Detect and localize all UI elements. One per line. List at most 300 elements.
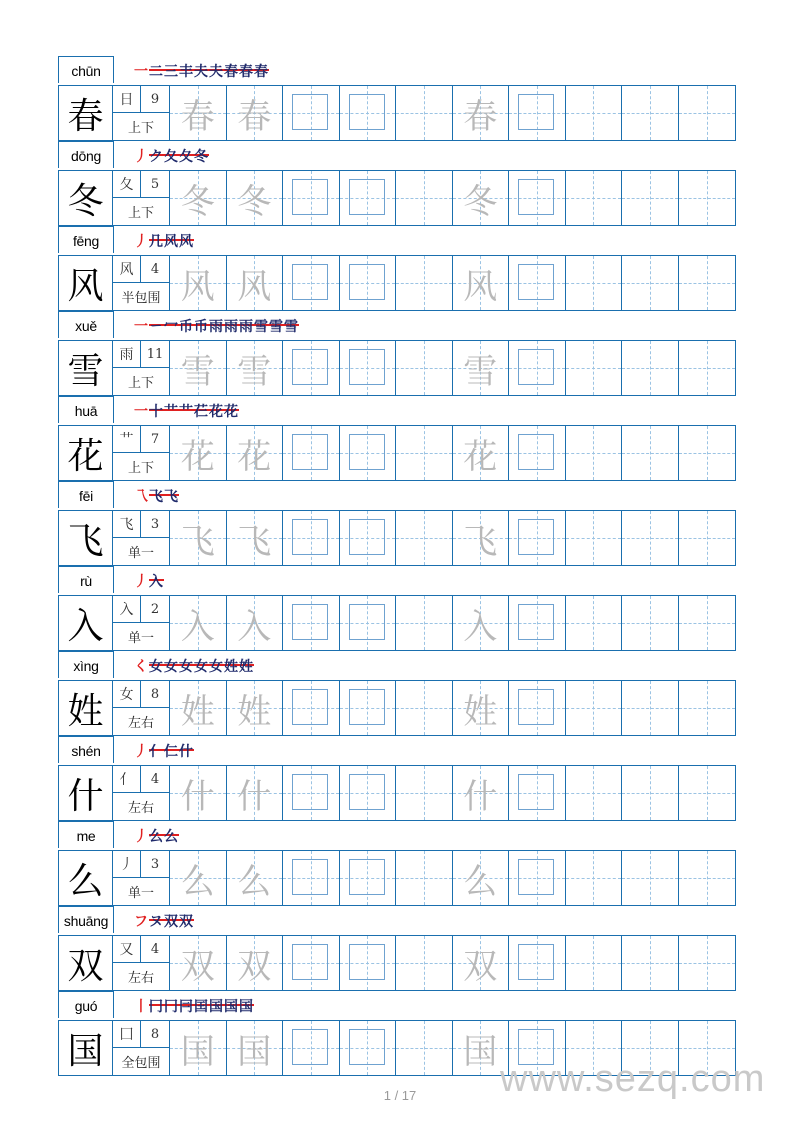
trace-character: 国 [180,1031,215,1072]
stroke-count: 4 [141,936,169,963]
stroke-step: 丿 [134,234,149,250]
practice-cell[interactable] [622,86,679,140]
stroke-step: 女 [164,659,179,675]
structure: 半包围 [121,291,161,306]
model-character: 什 [59,766,113,820]
pinyin-row [58,481,736,510]
square-guide [518,944,554,980]
pinyin-row [58,906,736,935]
stroke-step: 亻 [149,744,164,760]
practice-cell[interactable] [679,256,736,310]
stroke-step: 双 [179,914,194,930]
trace-character: 入 [180,606,215,647]
stroke-step: 女 [149,659,164,675]
stroke-step: 雪 [269,319,284,335]
stroke-step: 女 [179,659,194,675]
square-guide [518,434,554,470]
stroke-step: 女 [209,659,224,675]
character-grid-row [58,425,736,481]
practice-cell-square[interactable] [509,256,566,310]
trace-character: 雪 [180,351,215,392]
stroke-step: 二 [149,64,164,80]
stroke-count: 8 [141,1021,169,1048]
pinyin-label: me [58,821,114,848]
square-guide [292,859,328,895]
trace-cell[interactable] [453,256,510,310]
stroke-step: く [134,659,149,675]
practice-cell[interactable] [622,851,679,905]
stroke-step: 冖 [164,319,179,335]
stroke-step: 芢 [194,404,209,420]
stroke-order [134,741,194,761]
square-guide [349,94,385,130]
stroke-order [134,146,209,166]
practice-cell-square[interactable] [283,171,340,225]
stroke-step: 艹 [164,404,179,420]
trace-cell[interactable] [453,171,510,225]
practice-cell-square[interactable] [283,596,340,650]
character-grid-row [58,255,736,311]
practice-cell-square[interactable] [340,171,397,225]
trace-character: 飞 [463,521,498,562]
stroke-step: 飞 [164,489,179,505]
model-character: 入 [59,596,113,650]
stroke-order [134,61,269,81]
practice-cell-square[interactable] [340,766,397,820]
trace-character: 春 [237,96,272,137]
character-grid-row [58,850,736,906]
stroke-order [134,826,179,846]
practice-cell-square[interactable] [283,341,340,395]
practice-cell[interactable] [396,511,453,565]
practice-cell[interactable] [396,681,453,735]
model-character: 么 [59,851,113,905]
practice-cell[interactable] [396,851,453,905]
structure: 左右 [127,971,154,986]
stroke-step: 一 [134,404,149,420]
practice-sheet [58,56,736,1076]
stroke-step: 春 [224,64,239,80]
character-grid-row [58,595,736,651]
stroke-count: 3 [141,511,169,538]
trace-cell[interactable] [227,851,284,905]
practice-cell-square[interactable] [340,1021,397,1075]
character-info [113,426,170,480]
stroke-step: 风 [164,234,179,250]
practice-cell[interactable] [396,596,453,650]
stroke-order [134,401,239,421]
pinyin-row [58,991,736,1020]
structure: 上下 [127,376,154,391]
trace-character: 风 [237,266,272,307]
pinyin-label: shén [58,736,114,763]
practice-cell-square[interactable] [509,86,566,140]
square-guide [349,179,385,215]
trace-cell[interactable] [170,851,227,905]
trace-character: 什 [463,776,498,817]
stroke-step: 丿 [134,829,149,845]
stroke-step: 春 [254,64,269,80]
character-info [113,86,170,140]
stroke-step: 冂 [149,999,164,1015]
trace-cell[interactable] [170,596,227,650]
stroke-step: 丿 [134,149,149,165]
practice-cell[interactable] [396,426,453,480]
practice-cell[interactable] [566,341,623,395]
stroke-count: 4 [141,766,169,793]
trace-cell[interactable] [453,681,510,735]
practice-cell[interactable] [679,511,736,565]
trace-character: 冬 [237,181,272,222]
character-info [113,851,170,905]
square-guide [518,94,554,130]
practice-cell[interactable] [566,86,623,140]
trace-cell[interactable] [227,86,284,140]
practice-cell-square[interactable] [509,341,566,395]
practice-cell-square[interactable] [509,511,566,565]
stroke-count: 7 [141,426,169,453]
stroke-step: 丰 [179,64,194,80]
practice-cell-square[interactable] [283,256,340,310]
practice-cell-square[interactable] [509,766,566,820]
practice-cell-square[interactable] [283,86,340,140]
practice-cell-square[interactable] [340,341,397,395]
radical: 又 [113,936,141,963]
practice-cell-square[interactable] [340,596,397,650]
stroke-step: 国 [224,999,239,1015]
structure: 左右 [127,716,154,731]
stroke-step: ヌ [149,914,164,930]
stroke-count: 4 [141,256,169,283]
trace-cell[interactable] [227,511,284,565]
stroke-count: 8 [141,681,169,708]
character-grid-row [58,510,736,566]
square-guide [292,349,328,385]
character-info [113,171,170,225]
stroke-step: 丨 [134,999,149,1015]
character-grid-row [58,765,736,821]
stroke-count: 2 [141,596,169,623]
practice-cell[interactable] [622,256,679,310]
square-guide [292,434,328,470]
stroke-step: 仁 [164,744,179,760]
model-character: 风 [59,256,113,310]
practice-cell-square[interactable] [509,936,566,990]
square-guide [518,1029,554,1065]
stroke-step: 入 [149,574,164,590]
pinyin-row [58,821,736,850]
stroke-step: 雪 [254,319,269,335]
trace-cell[interactable] [170,681,227,735]
structure: 单一 [127,546,154,561]
square-guide [349,944,385,980]
square-guide [349,604,385,640]
square-guide [349,519,385,555]
stroke-step: 冬 [194,149,209,165]
character-info [113,1021,170,1075]
practice-cell[interactable] [622,936,679,990]
practice-cell[interactable] [396,1021,453,1075]
square-guide [518,689,554,725]
stroke-step: 雨 [224,319,239,335]
pinyin-label: dōng [58,141,114,168]
practice-cell[interactable] [679,171,736,225]
stroke-step: 女 [194,659,209,675]
practice-cell-square[interactable] [509,681,566,735]
character-info [113,936,170,990]
practice-cell[interactable] [622,171,679,225]
stroke-step: ク [149,149,164,165]
practice-cell-square[interactable] [283,766,340,820]
practice-cell-square[interactable] [509,851,566,905]
trace-cell[interactable] [227,681,284,735]
square-guide [292,1029,328,1065]
radical: 雨 [113,341,141,368]
practice-cell-square[interactable] [283,511,340,565]
practice-cell-square[interactable] [283,936,340,990]
structure: 全包围 [121,1056,161,1071]
stroke-order [134,996,254,1016]
stroke-step: 冃 [179,999,194,1015]
character-info [113,766,170,820]
trace-character: 么 [463,861,498,902]
trace-character: 花 [237,436,272,477]
pinyin-row [58,56,736,85]
structure: 上下 [127,461,154,476]
trace-character: 国 [463,1031,498,1072]
practice-cell-square[interactable] [340,681,397,735]
stroke-step: 什 [179,744,194,760]
practice-cell-square[interactable] [509,426,566,480]
pinyin-label: guó [58,991,114,1018]
structure: 单一 [127,886,154,901]
trace-cell[interactable] [227,426,284,480]
square-guide [292,179,328,215]
pinyin-row [58,311,736,340]
square-guide [349,1029,385,1065]
practice-cell-square[interactable] [283,851,340,905]
page-number: 1 / 17 [383,1088,417,1103]
practice-cell[interactable] [622,766,679,820]
radical: 日 [113,86,141,113]
stroke-order [134,656,254,676]
square-guide [292,944,328,980]
trace-cell[interactable] [170,171,227,225]
trace-cell[interactable] [453,1021,510,1075]
stroke-step: 夂 [179,149,194,165]
character-grid-row [58,935,736,991]
stroke-step: 雨 [239,319,254,335]
practice-cell[interactable] [622,681,679,735]
trace-cell[interactable] [227,1021,284,1075]
practice-cell[interactable] [679,341,736,395]
square-guide [518,519,554,555]
trace-cell[interactable] [227,596,284,650]
trace-character: 入 [237,606,272,647]
stroke-step: 夂 [164,149,179,165]
practice-cell-square[interactable] [340,86,397,140]
practice-cell-square[interactable] [340,851,397,905]
stroke-step: 雨 [209,319,224,335]
practice-cell[interactable] [679,596,736,650]
practice-cell[interactable] [396,936,453,990]
stroke-order [134,231,194,251]
square-guide [518,859,554,895]
trace-cell[interactable] [170,511,227,565]
pinyin-label: xìng [58,651,114,678]
pinyin-label: huā [58,396,114,423]
stroke-step: フ [134,914,149,930]
practice-cell[interactable] [566,426,623,480]
practice-cell[interactable] [566,936,623,990]
practice-cell-square[interactable] [340,936,397,990]
square-guide [292,604,328,640]
trace-character: 雪 [237,351,272,392]
structure: 左右 [127,801,154,816]
pinyin-row [58,651,736,680]
square-guide [349,859,385,895]
practice-cell-square[interactable] [283,426,340,480]
trace-cell[interactable] [453,86,510,140]
trace-character: 花 [463,436,498,477]
trace-cell[interactable] [227,256,284,310]
practice-cell[interactable] [622,426,679,480]
stroke-step: 十 [149,404,164,420]
practice-cell-square[interactable] [283,681,340,735]
trace-cell[interactable] [227,936,284,990]
practice-cell-square[interactable] [340,256,397,310]
pinyin-row [58,141,736,170]
character-grid-row [58,680,736,736]
square-guide [518,264,554,300]
practice-cell[interactable] [566,171,623,225]
radical: 亻 [113,766,141,793]
trace-cell[interactable] [227,766,284,820]
practice-cell[interactable] [679,426,736,480]
stroke-step: 国 [239,999,254,1015]
practice-cell[interactable] [396,171,453,225]
practice-cell[interactable] [566,256,623,310]
trace-cell[interactable] [170,766,227,820]
practice-cell-square[interactable] [509,596,566,650]
stroke-step: 乁 [134,489,149,505]
stroke-step: 一 [134,64,149,80]
pinyin-row [58,736,736,765]
trace-cell[interactable] [453,511,510,565]
model-character: 冬 [59,171,113,225]
trace-cell[interactable] [227,171,284,225]
practice-cell[interactable] [622,511,679,565]
stroke-step: ㄧ [149,319,164,335]
trace-cell[interactable] [170,936,227,990]
practice-cell-square[interactable] [283,1021,340,1075]
trace-cell[interactable] [453,766,510,820]
practice-cell-square[interactable] [509,171,566,225]
trace-character: 风 [180,266,215,307]
pinyin-label: fēi [58,481,114,508]
stroke-step: 风 [179,234,194,250]
pinyin-row [58,566,736,595]
practice-cell[interactable] [679,86,736,140]
practice-cell-square[interactable] [340,511,397,565]
practice-cell[interactable] [396,341,453,395]
practice-cell[interactable] [679,851,736,905]
practice-cell[interactable] [566,851,623,905]
trace-cell[interactable] [453,341,510,395]
pinyin-row [58,396,736,425]
radical: 夂 [113,171,141,198]
trace-cell[interactable] [170,1021,227,1075]
stroke-step: 春 [239,64,254,80]
trace-character: 双 [463,946,498,987]
stroke-step: 花 [224,404,239,420]
model-character: 姓 [59,681,113,735]
stroke-order [134,316,299,336]
trace-character: 冬 [463,181,498,222]
practice-cell[interactable] [396,86,453,140]
trace-cell[interactable] [453,426,510,480]
model-character: 花 [59,426,113,480]
pinyin-label: xuě [58,311,114,338]
stroke-step: 雪 [284,319,299,335]
trace-cell[interactable] [170,256,227,310]
trace-character: 入 [463,606,498,647]
stroke-step: 花 [209,404,224,420]
practice-cell[interactable] [396,766,453,820]
trace-character: 国 [237,1031,272,1072]
radical: 艹 [113,426,141,453]
trace-cell[interactable] [453,936,510,990]
trace-cell[interactable] [170,86,227,140]
stroke-step: 姓 [224,659,239,675]
trace-cell[interactable] [453,851,510,905]
structure: 上下 [127,121,154,136]
radical: 女 [113,681,141,708]
stroke-count: 11 [141,341,169,368]
practice-cell[interactable] [622,341,679,395]
practice-cell[interactable] [566,511,623,565]
practice-cell-square[interactable] [340,426,397,480]
practice-cell[interactable] [566,596,623,650]
practice-cell[interactable] [566,681,623,735]
model-character: 春 [59,86,113,140]
stroke-step: 飞 [149,489,164,505]
practice-cell[interactable] [679,766,736,820]
square-guide [292,689,328,725]
radical: 丿 [113,851,141,878]
trace-cell[interactable] [227,341,284,395]
practice-cell[interactable] [566,766,623,820]
practice-cell[interactable] [679,681,736,735]
model-character: 雪 [59,341,113,395]
practice-cell[interactable] [622,596,679,650]
pinyin-label: chūn [58,56,114,83]
watermark: www.sezq.com [500,1058,766,1100]
model-character: 双 [59,936,113,990]
trace-cell[interactable] [453,596,510,650]
practice-cell[interactable] [396,256,453,310]
trace-cell[interactable] [170,426,227,480]
square-guide [518,349,554,385]
trace-character: 姓 [237,691,272,732]
character-grid-row [58,85,736,141]
trace-character: 春 [180,96,215,137]
model-character: 飞 [59,511,113,565]
stroke-step: 姓 [239,659,254,675]
practice-cell[interactable] [679,936,736,990]
trace-character: 双 [180,946,215,987]
trace-cell[interactable] [170,341,227,395]
